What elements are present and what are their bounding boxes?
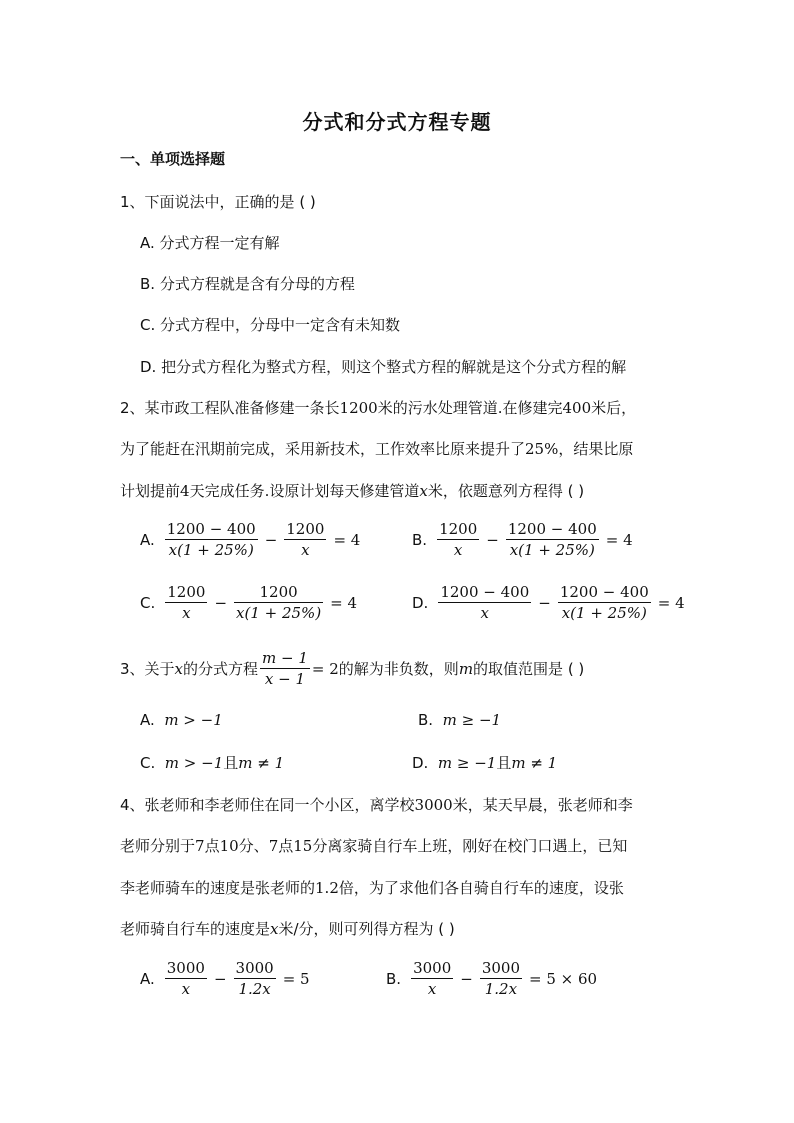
q3-variable: x xyxy=(174,659,184,678)
denominator: x xyxy=(427,980,437,998)
numerator: 1200 − 400 xyxy=(507,520,597,538)
q2-text: 天完成任务.设原计划每天修建管道 xyxy=(189,482,420,500)
q4-text: 李老师骑车的速度是张老师的 xyxy=(120,879,316,897)
fraction xyxy=(437,519,479,560)
section-heading: 一、单项选择题 xyxy=(120,150,226,168)
numerator: 3000 xyxy=(235,959,274,977)
question-2-option-c[interactable] xyxy=(140,582,362,623)
q4-text: 分离家骑自行车上班，刚好在校门口遇上，已知 xyxy=(312,837,628,855)
question-4-option-a[interactable] xyxy=(140,958,315,999)
minus-sign: − xyxy=(214,593,228,612)
numerator: 1200 xyxy=(286,520,325,538)
q2-text: ，结果比原 xyxy=(558,440,634,458)
fraction xyxy=(260,648,310,689)
question-1-stem: 1、下面说法中，正确的是 ( ) xyxy=(120,193,316,211)
question-1-option-c[interactable]: C. 分式方程中，分母中一定含有未知数 xyxy=(140,316,401,334)
numerator: 3000 xyxy=(413,959,452,977)
equation-rhs: = 2 xyxy=(311,659,339,678)
question-4-stem-line-2 xyxy=(120,836,627,856)
q4-number: 10 xyxy=(219,837,239,855)
fraction xyxy=(480,958,522,999)
q2-text: 2、某市政工程队准备修建一条长 xyxy=(120,399,340,417)
question-1-option-d[interactable]: D. 把分式方程化为整式方程，则这个整式方程的解就是这个分式方程的解 xyxy=(140,358,627,376)
option-label: B. xyxy=(386,969,402,988)
denominator: x(1 + 25%) xyxy=(509,541,595,559)
question-3-option-c[interactable] xyxy=(140,753,284,773)
question-3-option-a[interactable] xyxy=(140,710,223,730)
q3-text: 的分式方程 xyxy=(183,660,259,678)
question-2-stem-line-3 xyxy=(120,481,584,501)
question-2-option-b[interactable] xyxy=(412,519,638,560)
option-conjunction: 且 xyxy=(223,754,239,772)
numerator: 1200 xyxy=(234,582,323,603)
numerator: 1200 − 400 xyxy=(440,583,530,601)
numerator: 1200 − 400 xyxy=(559,583,649,601)
q4-number: 3000 xyxy=(414,796,453,814)
q4-number: 7 xyxy=(268,837,279,855)
denominator: x xyxy=(301,541,310,559)
denominator: x xyxy=(182,604,191,622)
q4-text: 点 xyxy=(204,837,220,855)
fraction xyxy=(558,582,651,623)
minus-sign: − xyxy=(213,969,227,988)
denominator: x(1 + 25%) xyxy=(168,541,254,559)
fraction xyxy=(284,519,326,560)
q4-variable: x xyxy=(270,920,279,938)
equation-rhs: = 4 xyxy=(605,530,633,549)
denominator: x xyxy=(480,604,490,622)
q2-text: 为了能赶在汛期前完成，采用新技术，工作效率比原来提升了 xyxy=(120,440,526,458)
question-1-option-a[interactable]: A. 分式方程一定有解 xyxy=(140,234,280,252)
fraction xyxy=(234,958,276,999)
equation-rhs: = 5 × 60 xyxy=(529,969,598,988)
fraction xyxy=(234,582,323,623)
minus-sign: − xyxy=(460,969,473,988)
option-label: A. xyxy=(140,530,155,549)
question-3-option-b[interactable] xyxy=(418,710,501,730)
equation-rhs: = 4 xyxy=(333,530,361,549)
option-label: C. xyxy=(140,754,156,772)
question-2-option-a[interactable] xyxy=(140,519,365,560)
question-4-stem-line-1 xyxy=(120,795,633,815)
option-label: B. xyxy=(412,530,428,549)
q4-text: 倍，为了求他们各自骑自行车的速度，设张 xyxy=(338,879,624,897)
option-expression: m > −1 xyxy=(164,754,224,772)
numerator: m − 1 xyxy=(262,649,308,667)
q4-text: 分、 xyxy=(238,837,269,855)
numerator: 1200 xyxy=(439,520,478,538)
q4-number: 1.2 xyxy=(315,879,339,897)
q4-text: 米/分，则可列得方程为 ( ) xyxy=(278,920,455,938)
option-label: A. xyxy=(140,711,155,729)
q4-text: 老师分别于 xyxy=(120,837,196,855)
q4-text: 4、张老师和李老师住在同一个小区，离学校 xyxy=(120,796,415,814)
numerator: 3000 xyxy=(481,959,521,977)
minus-sign: − xyxy=(538,593,551,612)
denominator: 1.2x xyxy=(484,980,518,998)
question-4-stem-line-4 xyxy=(120,919,455,939)
q2-variable: x xyxy=(419,482,428,500)
page-title: 分式和分式方程专题 xyxy=(302,110,492,134)
fraction xyxy=(165,582,207,623)
denominator: 1.2x xyxy=(238,980,271,998)
q2-number: 4 xyxy=(180,482,190,500)
question-3-stem xyxy=(120,648,584,689)
q4-text: 点 xyxy=(278,837,294,855)
q3-text: 的取值范围是 ( ) xyxy=(473,660,585,678)
question-1-option-b[interactable]: B. 分式方程就是含有分母的方程 xyxy=(140,275,355,293)
equation-rhs: = 5 xyxy=(282,969,310,988)
option-label: C. xyxy=(140,593,156,612)
question-2-stem-line-1 xyxy=(120,398,636,418)
q2-text: 米的污水处理管道.在修建完 xyxy=(377,399,563,417)
equation-rhs: = 4 xyxy=(657,593,685,612)
option-label: D. xyxy=(412,754,429,772)
option-label: D. xyxy=(412,593,429,612)
equation-rhs: = 4 xyxy=(330,593,358,612)
denominator: x(1 + 25%) xyxy=(561,604,647,622)
question-4-option-b[interactable] xyxy=(386,958,602,999)
q3-text: 3、关于 xyxy=(120,660,175,678)
fraction xyxy=(411,958,453,999)
question-2-stem-line-2 xyxy=(120,439,633,459)
q3-variable: m xyxy=(458,659,474,678)
option-expression: m ≠ 1 xyxy=(238,754,285,772)
denominator: x − 1 xyxy=(264,670,306,688)
q4-number: 7 xyxy=(195,837,205,855)
q2-text: 米后， xyxy=(591,399,637,417)
q2-number: 400 xyxy=(562,399,592,417)
option-conjunction: 且 xyxy=(496,754,512,772)
denominator: x xyxy=(181,980,191,998)
minus-sign: − xyxy=(264,530,278,549)
numerator: 1200 − 400 xyxy=(166,520,256,538)
fraction xyxy=(438,582,531,623)
q3-text: 的解为非负数，则 xyxy=(338,660,459,678)
numerator: 3000 xyxy=(166,959,205,977)
fraction xyxy=(506,519,599,560)
question-2-option-d[interactable] xyxy=(412,582,690,623)
q4-number: 15 xyxy=(293,837,313,855)
fraction xyxy=(165,519,258,560)
numerator: 1200 xyxy=(167,583,206,601)
fraction xyxy=(165,958,207,999)
option-expression: m ≥ −1 xyxy=(437,754,497,772)
option-label: B. xyxy=(418,711,434,729)
denominator: x xyxy=(453,541,463,559)
q4-text: 米，某天早晨，张老师和李 xyxy=(452,796,633,814)
q2-number: 1200 xyxy=(339,399,378,417)
question-3-option-d[interactable] xyxy=(412,753,557,773)
option-label: A. xyxy=(140,969,155,988)
q2-text: 计划提前 xyxy=(120,482,181,500)
option-expression: m > −1 xyxy=(164,711,223,729)
q2-number: 25% xyxy=(525,440,559,458)
minus-sign: − xyxy=(486,530,499,549)
q4-text: 老师骑自行车的速度是 xyxy=(120,920,271,938)
option-expression: m ≥ −1 xyxy=(442,711,502,729)
option-expression: m ≠ 1 xyxy=(511,754,558,772)
q2-text: 米，依题意列方程得 ( ) xyxy=(427,482,585,500)
denominator: x(1 + 25%) xyxy=(236,604,322,622)
question-4-stem-line-3 xyxy=(120,878,624,898)
